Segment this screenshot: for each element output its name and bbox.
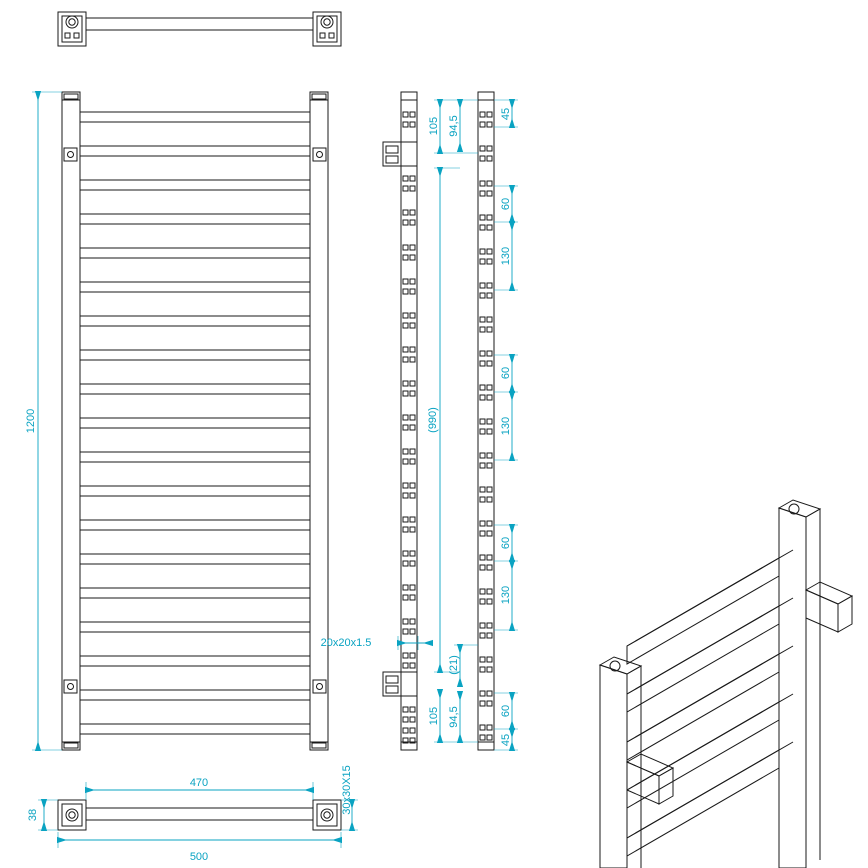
dim-g3-130: 130 [500, 585, 512, 605]
view-isometric [600, 500, 852, 868]
dim-bot-105: 105 [428, 706, 440, 726]
dim-top-105: 105 [428, 116, 440, 136]
dim-top-945: 94,5 [448, 115, 460, 137]
dim-bot-60: 60 [500, 704, 512, 718]
dim-top-45: 45 [500, 107, 512, 121]
view-top [58, 12, 341, 46]
dim-width-inner: 470 [189, 777, 209, 789]
dim-g1-60: 60 [500, 197, 512, 211]
view-side [383, 92, 417, 750]
dim-tube-profile: 30x30X15 [341, 765, 353, 815]
dim-g1-130: 130 [500, 246, 512, 266]
dim-side-total: (990) [427, 407, 439, 433]
dim-height-overall: 1200 [25, 408, 37, 434]
dim-g2-60: 60 [500, 366, 512, 380]
view-front [62, 92, 328, 750]
dim-gap-21: (21) [448, 655, 460, 675]
dim-bot-945: 94,5 [448, 706, 460, 728]
dim-width-overall: 500 [189, 851, 209, 863]
dim-g2-130: 130 [500, 416, 512, 436]
dim-depth-bracket: 38 [27, 808, 39, 822]
dim-bot-45: 45 [500, 733, 512, 747]
dim-rail-profile: 20x20x1.5 [320, 637, 372, 649]
view-section [478, 92, 494, 750]
dim-g3-60: 60 [500, 536, 512, 550]
view-bottom [58, 800, 341, 830]
